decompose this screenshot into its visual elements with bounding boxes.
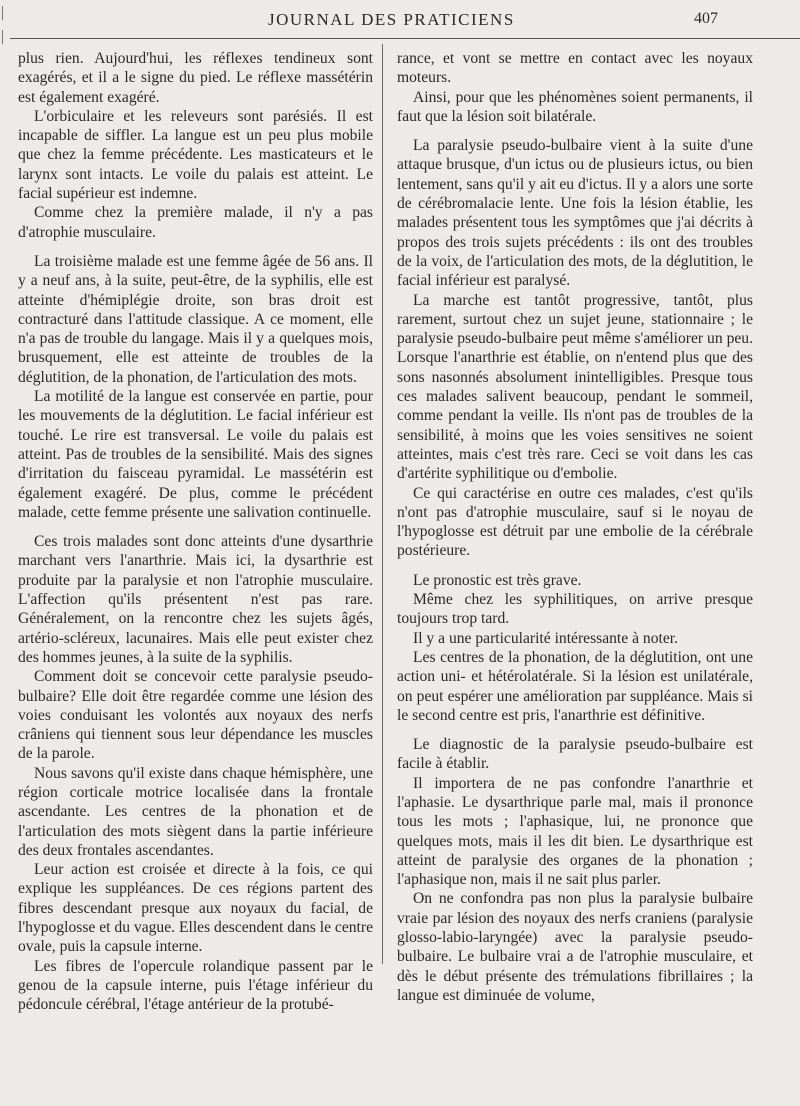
paragraph: Comment doit se concevoir cette paralysie pseudo-bulbaire? Elle doit être regardée comme une lésion des voies conduisant les volontés aux noyaux des nerfs crâniens qui tiennent sous leur dépendance les muscles de la parole.	[18, 668, 373, 763]
paragraph: La paralysie pseudo-bulbaire vient à la suite d'une attaque brusque, d'un ictus ou de plusieurs ictus, ou bien lentement, sans qu'il y ait eu d'ictus. Il y a alors une sorte de cérébromalacie lente. Une fois la lésion établie, les malades présentent tous les symptômes que j'ai décrits à propos des trois sujets précédents : ils ont des troubles de la voix, de l'articulation des mots, de la déglutition, le facial inférieur est paralysé.	[397, 137, 753, 290]
paragraph: Le diagnostic de la paralysie pseudo-bulbaire est facile à établir.	[397, 736, 753, 773]
paragraph: Il y a une particularité intéressante à noter.	[413, 629, 678, 647]
binding-edge-mark	[2, 30, 3, 44]
paragraph: Leur action est croisée et directe à la fois, ce qui explique les suppléances. De ces régions partent des fibres descendant presque aux noyaux du facial, de l'hypoglosse et du vague. Elles descendent dans le centre ovale, puis la capsule interne.	[18, 861, 373, 956]
paragraph: On ne confondra pas non plus la paralysie bulbaire vraie par lésion des noyaux des nerfs craniens (paralysie glosso-labio-laryngée) avec la paralysie pseudo-bulbaire. Le bulbaire vrai a de l'atrophie musculaire, et dès le début présente des trémulations fibrillaires ; la langue est diminuée de volume,	[397, 890, 753, 1004]
page-header	[0, 0, 800, 48]
paragraph: L'orbiculaire et les releveurs sont parésiés. Il est incapable de siffler. La langue est un peu plus mobile que chez la femme précédente. Les masticateurs et le larynx sont intacts. Le voile du palais est atteint. Le facial supérieur est indemne.	[18, 107, 373, 203]
paragraph: La troisième malade est une femme âgée de 56 ans. Il y a neuf ans, à la suite, peut-être, de la syphilis, elle est atteinte d'hémiplégie droite, son bras droit est contracturé dans l'attitude classique. A ce moment, elle n'a pas de trouble du langage. Mais il y a quelques mois, brusquement, elle est atteinte de troubles de la déglutition, de la phonation, de l'articulation des mots.	[18, 252, 373, 386]
journal-title: JOURNAL DES PRATICIENS	[268, 10, 515, 29]
paragraph: plus rien. Aujourd'hui, les réflexes tendineux sont exagérés, et il a le signe du pied. Le réflexe massétérin est également exagéré.	[18, 50, 373, 106]
right-column	[397, 49, 753, 1005]
paragraph: Ce qui caractérise en outre ces malades, c'est qu'ils n'ont pas d'atrophie musculaire, sauf si le noyau de l'hypoglosse est détruit par une embolie de la cérébrale postérieure.	[397, 484, 753, 560]
paragraph: Ainsi, pour que les phénomènes soient permanents, il faut que la lésion soit bilatérale.	[397, 88, 753, 125]
paragraph: Ces trois malades sont donc atteints d'une dysarthrie marchant vers l'anarthrie. Mais ici, la dysarthrie est produite par la paralysie et non l'atrophie musculaire. L'affection qu'ils présentent n'est pas rare. Généralement, on la rencontre chez les sujets âgés, artério-scléreux, lacunaires. Mais elle peut exister chez des hommes jeunes, à la suite de la syphilis.	[18, 533, 373, 666]
paragraph: Nous savons qu'il existe dans chaque hémisphère, une région corticale motrice localisée dans la frontale ascendante. Les centres de la phonation et de l'articulation des mots siègent dans la partie inférieure des deux frontales ascendantes.	[18, 764, 373, 859]
left-column	[18, 49, 373, 1015]
binding-edge-mark	[2, 6, 3, 20]
paragraph: Les fibres de l'opercule rolandique passent par le genou de la capsule interne, puis l'étage inférieur du pédoncule cérébral, l'étage antérieur de la protubé-	[18, 957, 373, 1014]
paragraph: Les centres de la phonation, de la déglutition, ont une action uni- et hétérolatérale. Si la lésion est unilatérale, on peut espérer une amélioration par suppléance. Mais si le second centre est pris, l'anarthrie est définitive.	[397, 648, 753, 724]
paragraph: La motilité de la langue est conservée en partie, pour les mouvements de la déglutition. Le facial inférieur est touché. Le rire est transversal. Le voile du palais est atteint. Pas de troubles de la sensibilité. Mais des signes d'irritation du faisceau pyramidal. Le massétérin est également exagéré. De plus, comme le précédent malade, cette femme présente une salivation continuelle.	[18, 388, 373, 521]
column-divider	[382, 44, 383, 964]
paragraph: Comme chez la première malade, il n'y a pas d'atrophie musculaire.	[18, 204, 373, 241]
paragraph: La marche est tantôt progressive, tantôt, plus rarement, surtout chez un sujet jeune, stationnaire ; le paralysie pseudo-bulbaire peut même s'améliorer un peu. Lorsque l'anarthrie est établie, on n'entend plus que des sons nasonnés absolument inintelligibles. Presque tous ces malades salivent beaucoup, pendant le sommeil, comme pendant la veille. Ils n'ont pas de troubles de la sensibilité, à moins que les voies sensitives ne soient atteintes, mais c'est très rare. Ceci se voit dans les cas d'artérite syphilitique ou d'embolie.	[397, 291, 753, 483]
page-number: 407	[694, 10, 718, 27]
header-rule	[10, 38, 800, 39]
paragraph: Même chez les syphilitiques, on arrive presque toujours trop tard.	[397, 591, 753, 628]
paragraph: Le pronostic est très grave.	[413, 571, 582, 589]
paragraph: Il importera de ne pas confondre l'anarthrie et l'aphasie. Le dysarthrique parle mal, mais il prononce tous les mots ; l'aphasique, lui, ne prononce que quelques mots, mais il les dit bien. Le dysarthrique est atteint de paralysie des organes de la phonation ; l'aphasique non, mais il ne sait plus parler.	[397, 774, 753, 889]
paragraph: rance, et vont se mettre en contact avec les noyaux moteurs.	[397, 50, 753, 87]
